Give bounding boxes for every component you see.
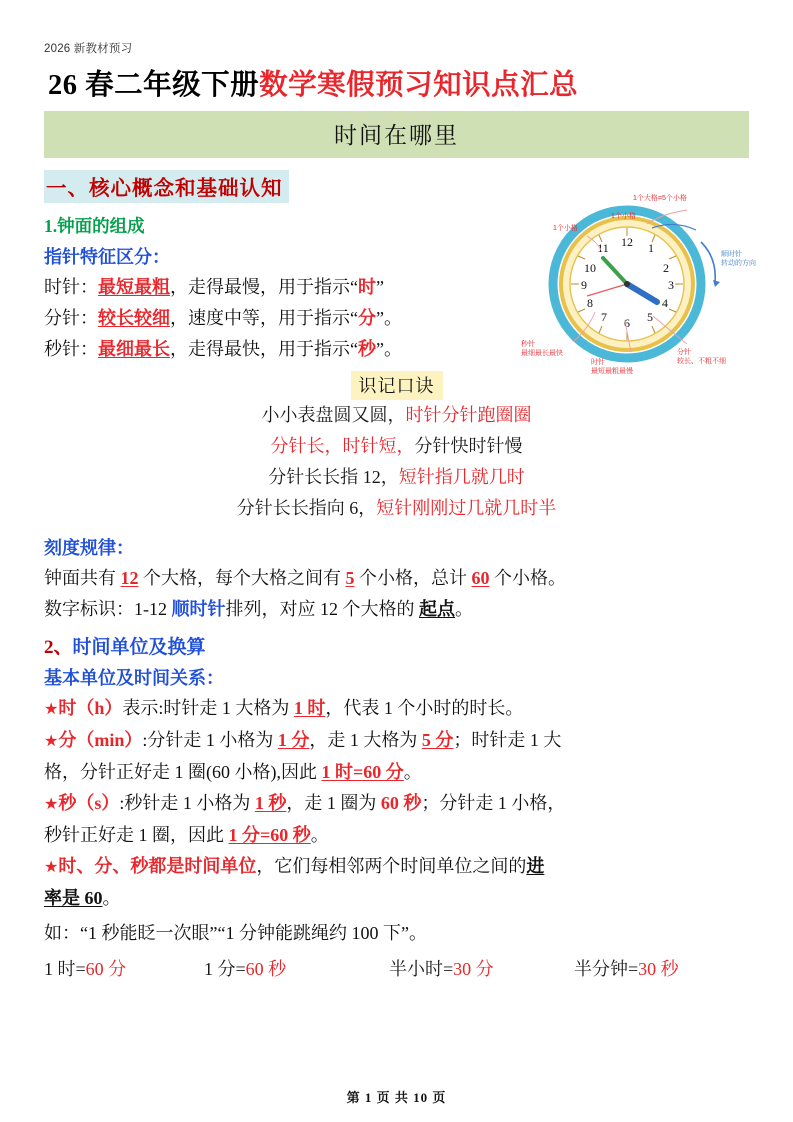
mnemonic-tag: 识记口诀 bbox=[351, 371, 443, 400]
bullet-minute-l2a: 格，分针正好走 1 圈(60 小格),因此 bbox=[44, 762, 322, 782]
scale-1-p2: 个大格，每个大格之间有 bbox=[138, 568, 346, 588]
bullet-second-line2 bbox=[44, 820, 749, 851]
scale-2-p2: 排列，对应 12 个大格的 bbox=[225, 599, 419, 619]
conversion-1 bbox=[44, 955, 204, 981]
conversion-1-right: 60 分 bbox=[85, 959, 127, 979]
example-line: 如：“1 秒能眨一次眼”“1 分钟能跳绳约 100 下”。 bbox=[44, 923, 427, 943]
hand-feature-second: 最细最长 bbox=[98, 339, 170, 359]
clock-number-10: 10 bbox=[584, 261, 596, 275]
scale-line-1 bbox=[44, 563, 749, 594]
hand-mid-second: ，走得最快，用于指示“ bbox=[170, 339, 358, 359]
chant-line-2 bbox=[44, 431, 749, 462]
subheading-clock-parts: 1.钟面的组成 bbox=[44, 216, 145, 236]
chant-2-c: 分针快时针慢 bbox=[414, 436, 523, 456]
scale-1-n2: 5 bbox=[345, 568, 355, 588]
title-red: 数学寒假预习知识点汇总 bbox=[259, 70, 579, 101]
chant-3-a: 分针长长指 12， bbox=[268, 467, 399, 487]
hand-tail-hour: ” bbox=[376, 277, 384, 297]
hand-mid-minute: ，速度中等，用于指示“ bbox=[170, 308, 358, 328]
chant-4-b: 短针刚刚过几就几时半 bbox=[376, 498, 557, 518]
chant-2-b: 分针长，时针短， bbox=[270, 436, 415, 456]
chant-line-1 bbox=[44, 400, 749, 431]
bullet-second-u2: 60 秒 bbox=[380, 793, 422, 813]
conversion-1-left: 1 时= bbox=[44, 959, 86, 979]
clock-annotation-minute-hand: 分针 较长、不粗不细 bbox=[677, 349, 726, 365]
hand-feature-hour: 最短最粗 bbox=[98, 277, 170, 297]
clock-annotation-second-hand: 秒针 最细最长最快 bbox=[521, 341, 563, 357]
bullet-all-head: 时、分、秒都是时间单位 bbox=[58, 856, 257, 876]
chant-line-3 bbox=[44, 462, 749, 493]
hand-row-second bbox=[44, 334, 514, 365]
bullet-all-l2u: 率是 60 bbox=[44, 888, 103, 908]
scale-2-p1: 数字标识：1-12 bbox=[44, 599, 172, 619]
scale-2-p3: 。 bbox=[455, 599, 473, 619]
subheading-basic-units: 基本单位及时间关系： bbox=[44, 668, 224, 688]
subheading-scale-rules: 刻度规律： bbox=[44, 538, 134, 558]
clock-number-3: 3 bbox=[668, 278, 674, 292]
chant-1-b: 时针分针跑圈圈 bbox=[405, 405, 532, 425]
page-title bbox=[48, 62, 749, 103]
hand-tail-minute: ”。 bbox=[376, 308, 402, 328]
clock-number-11: 11 bbox=[597, 241, 609, 255]
bullet-all-line2 bbox=[44, 883, 749, 914]
hand-mid-hour: ，走得最慢，用于指示“ bbox=[170, 277, 358, 297]
banner-title: 时间在哪里 bbox=[44, 111, 749, 158]
conversion-3 bbox=[389, 955, 574, 981]
scale-line-2 bbox=[44, 594, 749, 625]
conversion-3-right: 30 分 bbox=[453, 959, 494, 979]
bullet-minute-u2: 5 分 bbox=[421, 730, 454, 750]
hand-name-minute: 分针： bbox=[44, 308, 98, 328]
bullet-hour-p2: ，代表 1 个小时的时长。 bbox=[325, 698, 524, 718]
bullet-minute-p2: ，走 1 大格为 bbox=[309, 730, 422, 750]
scale-1-n1: 12 bbox=[120, 568, 139, 588]
bullet-second-l2b: 。 bbox=[310, 825, 329, 845]
hand-name-second: 秒针： bbox=[44, 339, 98, 359]
clock-number-8: 8 bbox=[587, 296, 593, 310]
clock-annotation-big-small-grid: 1个大格=5个小格 bbox=[633, 195, 687, 202]
hand-tail-second: ”。 bbox=[376, 339, 402, 359]
clock-number-12: 12 bbox=[621, 235, 633, 249]
conversion-4 bbox=[574, 955, 679, 981]
bullet-second-l2a: 秒针正好走 1 圈，因此 bbox=[44, 825, 229, 845]
scale-2-start: 起点 bbox=[419, 599, 455, 619]
bullet-second-u1: 1 秒 bbox=[254, 793, 287, 813]
chant-line-4 bbox=[44, 493, 749, 524]
scale-2-clockwise: 顺时针 bbox=[171, 599, 226, 619]
conversion-2 bbox=[204, 955, 389, 981]
bullet-hour-p1: 表示:时针走 1 大格为 bbox=[122, 698, 294, 718]
corner-tag: 2026 新教材预习 bbox=[44, 43, 133, 55]
clock-annotation-clockwise: 顺时针 转动的方向 bbox=[721, 251, 756, 267]
bullet-second bbox=[44, 788, 749, 820]
hand-unit-minute: 分 bbox=[358, 308, 376, 328]
hand-unit-second: 秒 bbox=[358, 339, 376, 359]
bullet-second-p3: ；分针走 1 小格， bbox=[421, 793, 566, 813]
subheading-time-units bbox=[44, 632, 749, 659]
clock-number-5: 5 bbox=[647, 310, 653, 324]
chant-4-a: 分针长长指向 6， bbox=[236, 498, 377, 518]
clock-illustration bbox=[491, 192, 763, 397]
bullet-second-l2u: 1 分=60 秒 bbox=[228, 825, 311, 845]
chant-3-b: 短针指几就几时 bbox=[398, 467, 525, 487]
bullet-all-p1: ，它们每相邻两个时间单位之间的 bbox=[256, 856, 527, 876]
scale-1-n3: 60 bbox=[471, 568, 490, 588]
clock-center-pin bbox=[624, 281, 630, 287]
bullet-minute-head: 分（min） bbox=[58, 730, 143, 750]
bullet-minute-l2b: 。 bbox=[403, 762, 422, 782]
bullet-minute bbox=[44, 725, 749, 757]
hand-name-hour: 时针： bbox=[44, 277, 98, 297]
conversion-4-left: 半分钟= bbox=[574, 959, 639, 979]
clock-number-6: 6 bbox=[624, 316, 630, 330]
star-icon: ★ bbox=[44, 859, 59, 876]
bullet-hour-head: 时（h） bbox=[58, 698, 123, 718]
bullet-second-p2: ，走 1 圈为 bbox=[286, 793, 381, 813]
bullet-minute-u1: 1 分 bbox=[277, 730, 310, 750]
hand-feature-minute: 较长较细 bbox=[98, 308, 170, 328]
scale-1-p3: 个小格，总计 bbox=[354, 568, 472, 588]
bullet-minute-p3: ；时针走 1 大 bbox=[453, 730, 562, 750]
clock-annotation-small-grid-a: 1个小格 bbox=[611, 213, 636, 220]
clock-annotation-hour-hand: 时针 最短最粗最慢 bbox=[591, 359, 633, 375]
scale-1-p1: 钟面共有 bbox=[44, 568, 121, 588]
section-heading-1: 一、核心概念和基础认知 bbox=[44, 170, 289, 203]
hand-row-minute bbox=[44, 303, 514, 334]
bullet-all-u1: 进 bbox=[526, 856, 545, 876]
subheading-hand-features: 指针特征区分： bbox=[44, 247, 170, 267]
chant-1-a: 小小表盘圆又圆， bbox=[261, 405, 406, 425]
bullet-second-head: 秒（s） bbox=[58, 793, 120, 813]
hand-unit-hour: 时 bbox=[358, 277, 376, 297]
title-black: 26 春二年级下册 bbox=[48, 70, 260, 101]
section-1-body bbox=[44, 213, 514, 365]
page-footer: 第 1 页 共 10 页 bbox=[346, 1090, 447, 1105]
scale-1-p4: 个小格。 bbox=[489, 568, 566, 588]
conversion-4-right: 30 秒 bbox=[638, 959, 679, 979]
conversion-3-left: 半小时= bbox=[389, 959, 454, 979]
clock-number-4: 4 bbox=[662, 296, 668, 310]
conversion-row bbox=[44, 955, 749, 981]
star-icon: ★ bbox=[44, 733, 59, 750]
bullet-hour bbox=[44, 693, 749, 725]
conversion-2-left: 1 分= bbox=[204, 959, 246, 979]
clock-number-9: 9 bbox=[581, 278, 587, 292]
clock-number-1: 1 bbox=[648, 241, 654, 255]
bullet-minute-l2u: 1 时=60 分 bbox=[321, 762, 404, 782]
clock-number-2: 2 bbox=[663, 261, 669, 275]
clock-number-7: 7 bbox=[601, 310, 607, 324]
hand-row-hour bbox=[44, 272, 514, 303]
conversion-2-right: 60 秒 bbox=[245, 959, 287, 979]
star-icon: ★ bbox=[44, 796, 59, 813]
bullet-hour-u1: 1 时 bbox=[293, 698, 326, 718]
bullet-minute-line2 bbox=[44, 757, 749, 788]
item2-num: 2、 bbox=[44, 637, 73, 658]
bullet-second-p1: :秒针走 1 小格为 bbox=[119, 793, 255, 813]
star-icon: ★ bbox=[44, 701, 59, 718]
bullet-minute-p1: :分针走 1 小格为 bbox=[142, 730, 278, 750]
bullet-all-l2b: 。 bbox=[102, 888, 121, 908]
clock-annotation-small-grid-b: 1个小格 bbox=[553, 225, 578, 232]
bullet-all-units bbox=[44, 851, 749, 883]
item2-text: 时间单位及换算 bbox=[72, 637, 206, 658]
